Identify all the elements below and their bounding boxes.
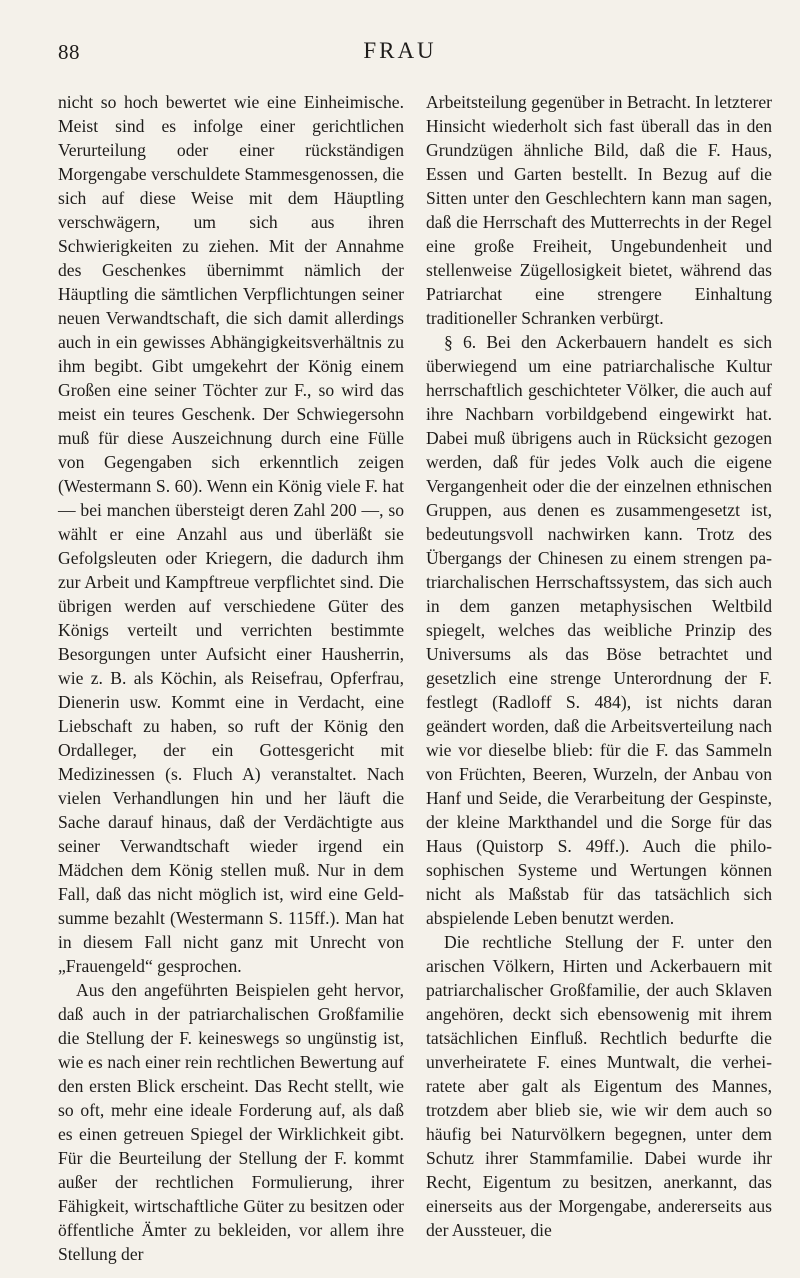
paragraph: Die rechtliche Stellung der F. unter den arischen Völkern, Hirten und Ackerbauern mit patriarchalischer Großfamilie, der auch Sklaven angehören, deckt sich ebensowenig mit ihrem tatsächlichen Einfluß. Rechtlich bedurfte die unverheiratete F. eines Muntwalt, die verheiratete aber galt als Eigentum des Mannes, trotzdem aber blieb sie, wie wir dem auch so häufig bei Naturvölkern begegnen, unter dem Schutz ihrer Stammfamilie. Dabei wurde ihr Recht, Eigentum zu besitzen, anerkannt, das einerseits aus der Morgengabe, andererseits aus der Aussteuer, die: [426, 932, 772, 1240]
right-column: [426, 90, 772, 1242]
paragraph: Aus den angeführten Beispielen geht hervor, daß auch in der patriarchalischen Großfamilie die Stellung der F. keineswegs so ungünstig ist, wie es nach einer rein rechtlichen Bewertung auf den ersten Blick erscheint. Das Recht stellt, wie so oft, mehr eine ideale Forderung auf, als daß es einen getreuen Spiegel der Wirklichkeit gibt. Für die Beurteilung der Stellung der F. kommt außer der rechtlichen Formulierung, ihrer Fähigkeit, wirtschaftliche Güter zu besitzen oder öffentliche Ämter zu bekleiden, vor allem ihre Stellung der: [58, 980, 404, 1264]
page-number: 88: [58, 40, 80, 64]
paragraph: Arbeitsteilung gegenüber in Betracht. In letzterer Hinsicht wiederholt sich fast überall das in den Grundzügen ähnliche Bild, daß die F. Haus, Essen und Garten bestellt. In Bezug auf die Sitten unter den Geschlechtern kann man sagen, daß die Herrschaft des Mutterrechts in der Regel eine große Freiheit, Ungebundenheit und stellenweise Zügellosigkeit bietet, während das Patriarchat eine strengere Einhaltung traditioneller Schranken verbürgt.: [426, 92, 772, 328]
paragraph: nicht so hoch bewertet wie eine Einheimische. Meist sind es infolge einer gerichtlichen Verurteilung oder einer rückständigen Morgengabe verschuldete Stammesgenossen, die sich auf diese Weise mit dem Häuptling verschwägern, um sich aus ihren Schwierigkeiten zu ziehen. Mit der Annahme des Geschenkes übernimmt nämlich der Häuptling die sämtlichen Verpflichtungen seiner neuen Verwandtschaft, die sich damit allerdings auch in ein gewisses Abhängigkeitsverhältnis zu ihm begibt. Gibt umgekehrt der König einem Großen eine seiner Töchter zur F., so wird das meist ein teures Geschenk. Der Schwiegersohn muß für diese Auszeichnung durch eine Fülle von Gegengaben sich erkenntlich zeigen (Westermann S. 60). Wenn ein König viele F. hat — bei manchen übersteigt deren Zahl 200 —, so wählt er eine Anzahl aus und überläßt sie Gefolgsleuten oder Kriegern, die dadurch ihm zur Arbeit und Kampftreue verpflichtet sind. Die übrigen werden auf verschiedene Güter des Königs verteilt und verrichten bestimmte Besorgungen unter Aufsicht einer Hausherrin, wie z. B. als Köchin, als Reisefrau, Opferfrau, Dienerin usw. Kommt eine in Verdacht, eine Liebschaft zu haben, so ruft der König den Ordalleger, der ein Gottesgericht mit Medizinessen (s. Fluch A) veranstaltet. Nach vielen Verhandlungen hin und her läuft die Sache darauf hinaus, daß der Verdächtigte aus seiner Verwandtschaft wieder irgend ein Mädchen dem König stellen muß. Nur in dem Fall, daß das nicht möglich ist, wird eine Geldsumme bezahlt (Westermann S. 115ff.). Man hat in diesem Fall nicht ganz mit Unrecht von „Frauengeld“ gesprochen.: [58, 92, 404, 976]
paragraph: § 6. Bei den Ackerbauern handelt es sich überwiegend um eine patriarchalische Kultur herrschaftlich geschichteter Völker, die auch auf ihre Nachbarn vorbildgebend eingewirkt hat. Dabei muß übrigens auch in Rücksicht gezogen werden, daß für jedes Volk auch die eigene Vergangenheit oder die der einzelnen ethnischen Gruppen, aus denen es zusammengesetzt ist, bedeutungsvoll nachwirken kann. Trotz des Übergangs der Chinesen zu einem strengen patriarchalischen Herrschaftssystem, das sich auch in dem ganzen metaphysischen Weltbild spiegelt, welches das weibliche Prinzip des Universums als das Böse betrachtet und gesetzlich eine strenge Unterordnung der F. festlegt (Radloff S. 484), ist nichts daran geändert worden, daß die Arbeitsverteilung nach wie vor dieselbe blieb: für die F. das Sammeln von Früchten, Beeren, Wurzeln, der Anbau von Hanf und Seide, die Verarbeitung der Gespinste, der kleine Markthandel und die Sorge für das Haus (Quistorp S. 49ff.). Auch die philosophischen Systeme und Wertungen können nicht als Maßstab für das tatsächlich sich abspielende Leben benutzt werden.: [426, 332, 772, 928]
running-title: FRAU: [363, 38, 437, 63]
left-column: [58, 90, 404, 1266]
